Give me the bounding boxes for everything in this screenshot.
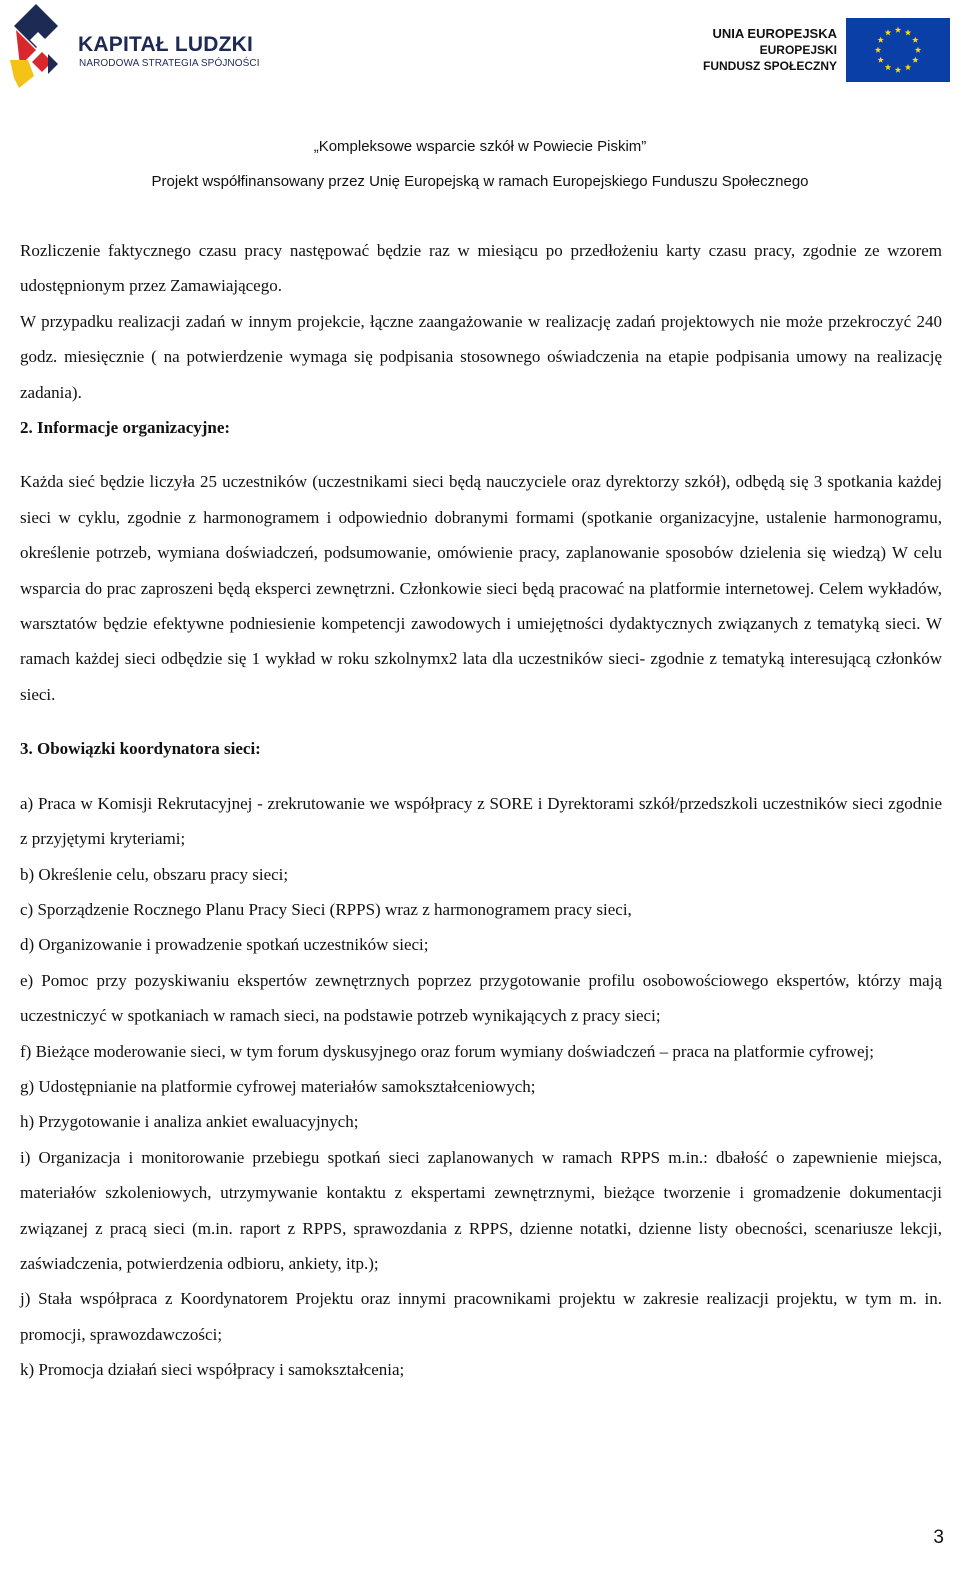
list-item: f) Bieżące moderowanie sieci, w tym forum dyskusyjnego oraz forum wymiany doświadczeń – praca na platformie cyfrowej; [20, 1041, 874, 1061]
list-item: i) Organizacja i monitorowanie przebiegu spotkań sieci zaplanowanych w ramach RPPS m.in.: dbałość o zapewnienie miejsca, materiałów szkoleniowych, utrzymywanie kontaktu z ekspertami zewnętrznymi, bieżące tworzenie i gromadzenie dokumentacji związanej z pracą sieci (m.in. raport z RPPS, sprawozdania z RPPS, dzienne notatki, dzienne listy obecności, scenariusze lekcji, zaświadczenia, potwierdzenia odbioru, ankiety, itp.); [20, 1147, 942, 1273]
paragraph: Każda sieć będzie liczyła 25 uczestników (uczestnikami sieci będą nauczyciele oraz dyrektorzy szkół), odbędą się 3 spotkania każdej sieci w cyklu, zgodnie z harmonogramem i odpowiednio dobranymi formami (spotkanie organizacyjne, ustalenie harmonogramu, określenie potrzeb, wymiana doświadczeń, podsumowanie, omówienie pracy, zaplanowanie sposobów dzielenia się wiedzą) W celu wsparcia do prac zaproszeni będą eksperci zewnętrzni. Członkowie sieci będą pracować na platformie internetowej. Celem wykładów, warsztatów będzie efektywne podniesienie kompetencji zawodowych i umiejętności dydaktycznych związanych z tematyką sieci. W ramach każdej sieci odbędzie się 1 wykład w roku szkolnymx2 lata dla uczestników sieci- zgodnie z tematyką interesującą członków sieci. [20, 472, 942, 704]
list-item: e) Pomoc przy pozyskiwaniu ekspertów zewnętrznych poprzez przygotowanie profilu osobowościowego ekspertów, którzy mają uczestniczyć w spotkaniach w ramach sieci, na podstawie potrzeb wynikających z pracy sieci; [20, 970, 942, 1026]
kapital-ludzki-logo-icon [8, 4, 68, 90]
section-heading: 3. Obowiązki koordynatora sieci: [20, 739, 261, 759]
list-item: j) Stała współpraca z Koordynatorem Projektu oraz innymi pracownikami projektu w zakresie realizacji projektu, w tym m. in. promocji, sprawozdawczości; [20, 1289, 942, 1344]
logo-title: KAPITAŁ LUDZKI [78, 33, 254, 56]
document-body [20, 233, 942, 1388]
eu-line-2: EUROPEJSKI [759, 43, 837, 57]
project-subtitle: Projekt współfinansowany przez Unię Europejską w ramach Europejskiego Funduszu Społecznego [151, 173, 809, 190]
eu-line-1: UNIA EUROPEJSKA [712, 26, 837, 41]
list-item: k) Promocja działań sieci współpracy i samokształcenia; [20, 1360, 405, 1380]
eu-logo-text [703, 26, 837, 74]
document-header [0, 0, 960, 100]
list-item: h) Przygotowanie i analiza ankiet ewaluacyjnych; [20, 1112, 359, 1132]
paragraph: Rozliczenie faktycznego czasu pracy następować będzie raz w miesiącu po przedłożeniu karty czasu pracy, zgodnie ze wzorem udostępnionym przez Zamawiającego. [20, 241, 942, 296]
eu-flag-icon [846, 18, 950, 82]
section-heading: 2. Informacje organizacyjne: [20, 418, 231, 438]
page-number: 3 [933, 1527, 944, 1548]
project-title: „Kompleksowe wsparcie szkół w Powiecie Piskim” [313, 138, 647, 155]
list-item: b) Określenie celu, obszaru pracy sieci; [20, 864, 289, 884]
list-item: c) Sporządzenie Rocznego Planu Pracy Sieci (RPPS) wraz z harmonogramem pracy sieci, [20, 899, 632, 919]
paragraph: W przypadku realizacji zadań w innym projekcie, łączne zaangażowanie w realizację zadań projektowych nie może przekroczyć 240 godz. miesięcznie ( na potwierdzenie wymaga się podpisania stosownego oświadczenia na etapie podpisania umowy na realizację zadania). [20, 311, 942, 402]
list-item: d) Organizowanie i prowadzenie spotkań uczestników sieci; [20, 935, 429, 955]
eu-line-3: FUNDUSZ SPOŁECZNY [702, 59, 837, 73]
logo-subtitle: NARODOWA STRATEGIA SPÓJNOŚCI [79, 58, 260, 69]
list-item: a) Praca w Komisji Rekrutacyjnej - zrekrutowanie we współpracy z SORE i Dyrektorami szkół/przedszkoli uczestników sieci zgodnie z przyjętymi kryteriami; [20, 793, 942, 849]
list-item: g) Udostępnianie na platformie cyfrowej materiałów samokształceniowych; [20, 1076, 536, 1096]
